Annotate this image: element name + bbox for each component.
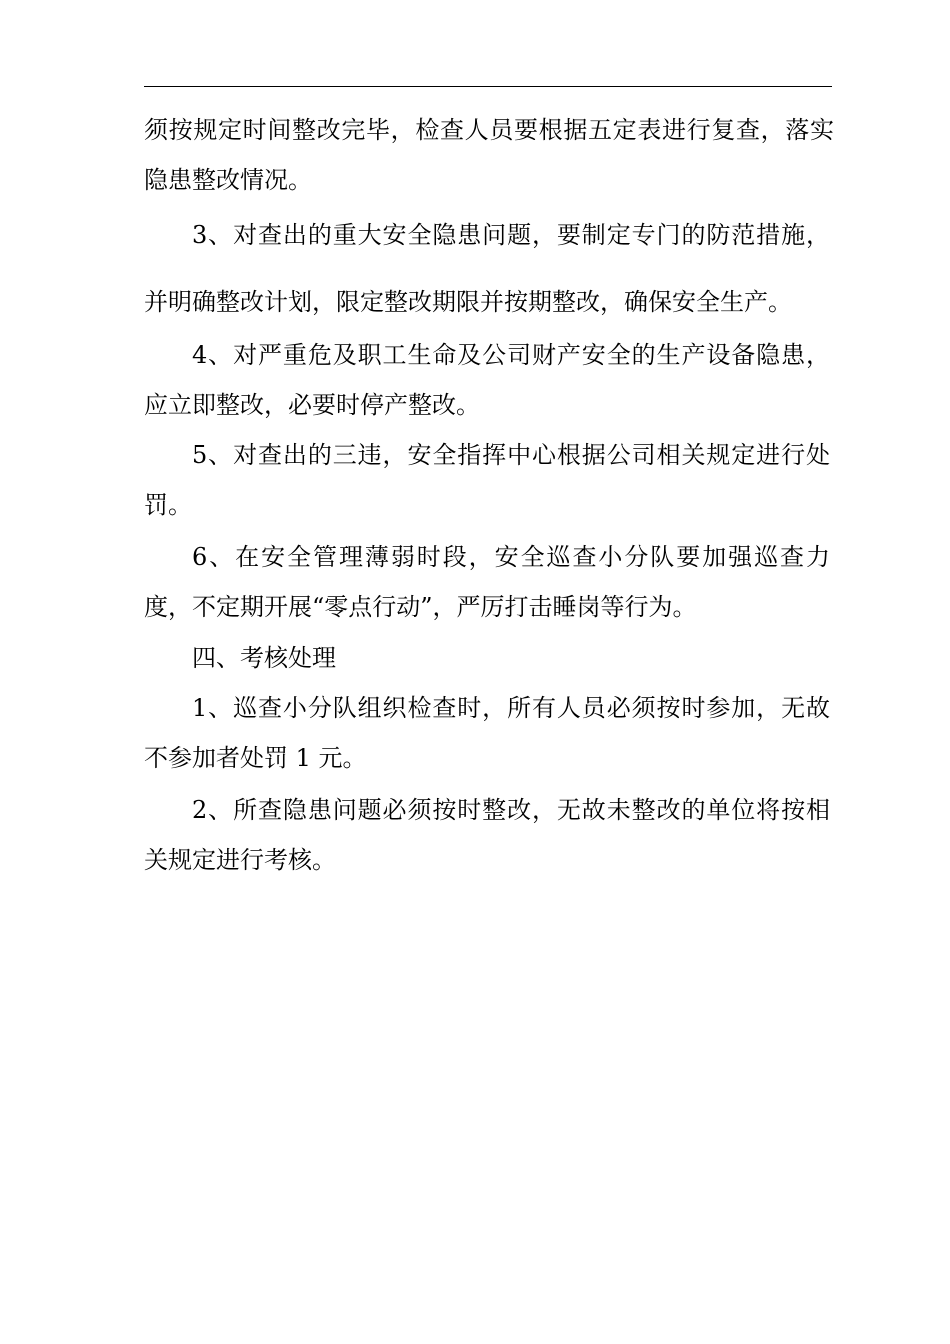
paragraph-line: 度，不定期开展“零点行动”，严厉打击睡岗等行为。 — [144, 593, 697, 621]
section-heading: 四、考核处理 — [192, 644, 336, 672]
paragraph-line: 1、巡查小分队组织检查时，所有人员必须按时参加，无故 — [192, 694, 830, 722]
paragraph-line: 5、对查出的三违，安全指挥中心根据公司相关规定进行处 — [192, 441, 830, 469]
paragraph-line: 2、所查隐患问题必须按时整改，无故未整改的单位将按相 — [192, 796, 830, 824]
paragraph-line: 3、对查出的重大安全隐患问题，要制定专门的防范措施， — [192, 221, 830, 249]
paragraph-line: 罚。 — [144, 491, 192, 519]
paragraph-line: 4、对严重危及职工生命及公司财产安全的生产设备隐患， — [192, 341, 830, 369]
paragraph-line: 隐患整改情况。 — [144, 166, 312, 194]
paragraph-line: 须按规定时间整改完毕，检查人员要根据五定表进行复查，落实 — [144, 116, 834, 144]
paragraph-line: 并明确整改计划，限定整改期限并按期整改，确保安全生产。 — [144, 288, 792, 316]
header-rule — [144, 86, 832, 87]
paragraph-line: 应立即整改，必要时停产整改。 — [144, 391, 480, 419]
paragraph-line: 关规定进行考核。 — [144, 846, 336, 874]
paragraph-line: 6、在安全管理薄弱时段，安全巡查小分队要加强巡查力 — [192, 543, 830, 571]
paragraph-line: 不参加者处罚 1 元。 — [144, 744, 367, 772]
